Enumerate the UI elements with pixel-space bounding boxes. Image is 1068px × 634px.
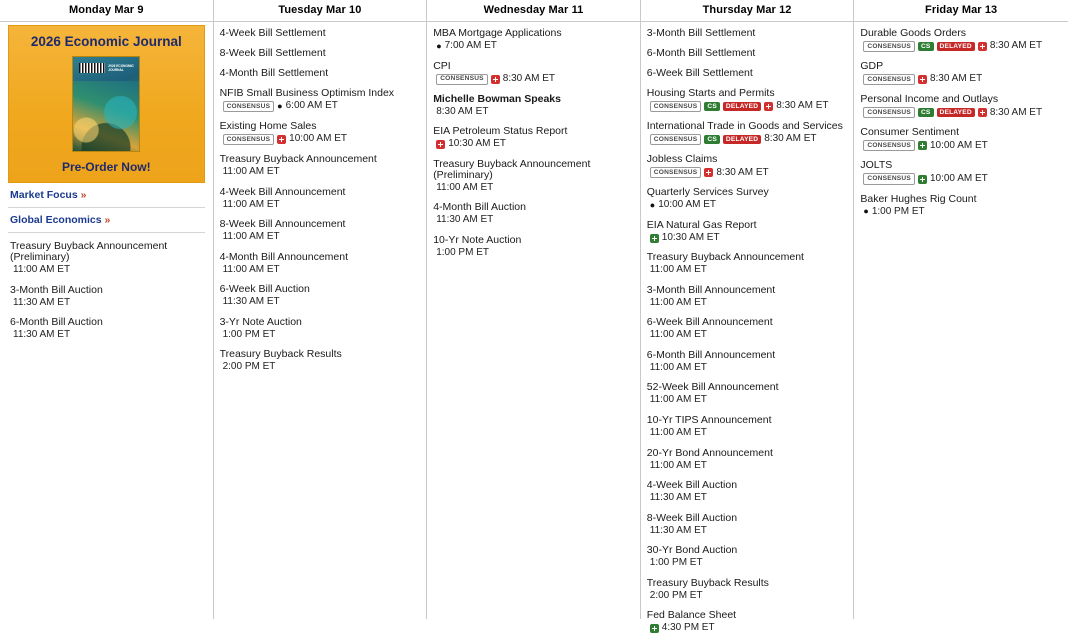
calendar-event <box>433 126 634 150</box>
chevron-right-icon: » <box>80 189 87 201</box>
calendar-event <box>860 28 1062 52</box>
event-time: 8:30 AM ET <box>989 106 1043 118</box>
event-time: 10:30 AM ET <box>448 138 506 150</box>
event-meta <box>433 107 634 118</box>
event-title[interactable]: 6-Month Bill Settlement <box>646 47 756 60</box>
tag-cs: CS <box>704 102 720 111</box>
event-title[interactable]: 6-Month Bill Announcement <box>646 348 776 361</box>
calendar-event <box>647 88 848 112</box>
day-column <box>0 0 214 619</box>
bullet-icon: ● <box>649 200 656 211</box>
event-title[interactable]: Baker Hughes Rig Count <box>860 192 977 205</box>
calendar-event <box>220 187 421 211</box>
alert-icon <box>764 102 773 111</box>
section-link[interactable] <box>6 208 207 226</box>
calendar-event <box>647 154 848 178</box>
event-time: 11:30 AM ET <box>436 214 494 226</box>
event-title[interactable]: 4-Month Bill Settlement <box>219 67 329 80</box>
event-title[interactable]: Durable Goods Orders <box>860 27 967 39</box>
promo-banner[interactable] <box>8 25 205 183</box>
calendar-event <box>10 317 203 341</box>
day-body <box>854 22 1068 217</box>
event-meta <box>647 363 848 374</box>
event-title[interactable]: Treasury Buyback Results <box>646 576 769 589</box>
tag-consensus: CONSENSUS <box>863 173 915 184</box>
tag-delayed: DELAYED <box>937 42 975 51</box>
tag-consensus: CONSENSUS <box>436 74 488 85</box>
calendar-event <box>647 187 848 211</box>
event-title[interactable]: 10-Yr Note Auction <box>433 233 522 246</box>
event-meta <box>647 591 848 602</box>
event-title[interactable]: 52-Week Bill Announcement <box>646 381 779 394</box>
event-time: 1:00 PM ET <box>436 246 489 258</box>
chart-icon <box>918 141 927 150</box>
event-time: 11:30 AM ET <box>649 524 707 536</box>
event-title[interactable]: 6-Week Bill Announcement <box>646 316 773 329</box>
tag-delayed: DELAYED <box>937 108 975 117</box>
bullet-icon: ● <box>436 40 442 51</box>
calendar-event <box>647 350 848 374</box>
event-title[interactable]: International Trade in Goods and Services <box>646 120 843 133</box>
event-title[interactable]: MBA Mortgage Applications <box>433 27 562 39</box>
event-title[interactable]: 3-Month Bill Announcement <box>646 283 776 296</box>
calendar-event <box>647 48 848 59</box>
calendar-event <box>647 448 848 472</box>
preorder-link[interactable]: Pre-Order Now! <box>61 160 151 174</box>
tag-cs: CS <box>918 42 934 51</box>
calendar-event <box>220 349 421 373</box>
event-title[interactable]: NFIB Small Business Optimism Index <box>219 87 395 100</box>
event-time: 11:30 AM ET <box>13 296 71 308</box>
calendar-event <box>647 610 848 634</box>
calendar-event <box>647 382 848 406</box>
calendar-event <box>647 252 848 276</box>
chart-icon <box>650 234 659 243</box>
tag-delayed: DELAYED <box>723 135 761 144</box>
bullet-icon: ● <box>277 101 283 112</box>
event-title[interactable]: Quarterly Services Survey <box>646 186 769 199</box>
tag-consensus: CONSENSUS <box>650 134 702 145</box>
event-title[interactable]: 8-Week Bill Auction <box>646 511 738 524</box>
event-title[interactable]: Michelle Bowman Speaks <box>433 92 561 105</box>
calendar-event <box>220 48 421 59</box>
event-meta <box>647 428 848 439</box>
calendar-event <box>433 235 634 259</box>
event-time: 11:00 AM ET <box>222 263 280 275</box>
event-title[interactable]: Fed Balance Sheet <box>646 609 737 622</box>
event-title[interactable]: 6-Month Bill Auction <box>10 316 103 329</box>
event-meta <box>220 200 421 211</box>
day-column <box>427 0 641 619</box>
calendar-event <box>647 317 848 341</box>
event-time: 11:00 AM ET <box>649 296 707 308</box>
event-title[interactable]: 8-Week Bill Announcement <box>219 218 346 231</box>
event-time: 6:00 AM ET <box>285 100 338 112</box>
calendar-event <box>647 28 848 39</box>
event-meta <box>860 107 1062 118</box>
event-title[interactable]: JOLTS <box>860 159 893 172</box>
event-time: 10:00 AM ET <box>289 133 347 145</box>
calendar-event <box>10 285 203 309</box>
event-list <box>6 233 207 341</box>
alert-icon <box>704 168 713 177</box>
alert-icon <box>491 75 500 84</box>
event-meta <box>220 232 421 243</box>
event-title[interactable]: 4-Week Bill Auction <box>646 479 738 492</box>
event-title[interactable]: 6-Week Bill Auction <box>219 283 310 296</box>
calendar-event <box>647 121 848 145</box>
event-time: 11:30 AM ET <box>13 329 71 341</box>
event-time: 8:30 AM ET <box>989 40 1043 52</box>
event-time: 10:00 AM ET <box>929 172 988 184</box>
event-time: 4:30 PM ET <box>661 622 715 634</box>
event-title[interactable]: Treasury Buyback Announcement (Preliminary) <box>433 157 591 181</box>
tag-consensus: CONSENSUS <box>650 167 702 178</box>
tag-consensus: CONSENSUS <box>223 134 275 145</box>
day-column <box>214 0 428 619</box>
calendar-event <box>433 202 634 226</box>
event-meta <box>647 265 848 276</box>
tag-cs: CS <box>918 108 934 117</box>
day-header: Friday Mar 13 <box>854 0 1068 22</box>
calendar-event <box>860 127 1062 151</box>
event-meta <box>220 362 421 373</box>
calendar-event <box>220 28 421 39</box>
event-meta <box>647 134 848 145</box>
day-body <box>214 22 427 373</box>
event-title[interactable]: 10-Yr TIPS Announcement <box>646 413 772 426</box>
section-link-label[interactable]: Market Focus <box>10 189 78 201</box>
event-meta <box>433 183 634 194</box>
event-title[interactable]: EIA Natural Gas Report <box>646 218 757 231</box>
calendar-event <box>647 415 848 439</box>
tag-consensus: CONSENSUS <box>863 74 915 85</box>
event-meta <box>647 101 848 112</box>
event-title[interactable]: 8-Week Bill Settlement <box>219 47 326 60</box>
tag-consensus: CONSENSUS <box>650 101 702 112</box>
day-body <box>641 22 854 634</box>
alert-icon <box>978 108 987 117</box>
tag-delayed: DELAYED <box>723 102 761 111</box>
event-title[interactable]: Treasury Buyback Announcement <box>219 153 377 166</box>
journal-cover-image <box>72 56 140 152</box>
alert-icon <box>277 135 286 144</box>
tag-consensus: CONSENSUS <box>223 101 275 112</box>
event-time: 11:00 AM ET <box>649 329 707 341</box>
day-header: Tuesday Mar 10 <box>214 0 427 22</box>
calendar-event <box>220 121 421 145</box>
event-title[interactable]: EIA Petroleum Status Report <box>433 125 568 138</box>
event-list <box>860 28 1062 217</box>
event-meta <box>860 207 1062 218</box>
event-title[interactable]: 30-Yr Bond Auction <box>646 544 738 557</box>
event-time: 1:00 PM ET <box>222 328 276 340</box>
calendar-event <box>220 284 421 308</box>
event-title[interactable]: 4-Month Bill Announcement <box>219 250 349 263</box>
day-header: Thursday Mar 12 <box>641 0 854 22</box>
event-meta <box>433 248 634 259</box>
event-time: 8:30 AM ET <box>502 72 556 84</box>
chart-icon <box>918 175 927 184</box>
event-list <box>433 28 634 258</box>
alert-icon <box>918 75 927 84</box>
event-time: 11:00 AM ET <box>13 264 71 276</box>
day-column <box>641 0 855 634</box>
calendar-event <box>860 160 1062 184</box>
event-meta <box>220 101 421 112</box>
calendar-event <box>647 513 848 537</box>
event-time: 1:00 PM ET <box>871 205 925 217</box>
calendar-event <box>647 545 848 569</box>
event-time: 11:00 AM ET <box>222 198 280 210</box>
event-time: 1:00 PM ET <box>649 557 703 569</box>
event-meta <box>647 623 848 634</box>
event-meta <box>10 298 203 309</box>
calendar-event <box>647 578 848 602</box>
calendar-event <box>433 159 634 194</box>
event-meta <box>220 330 421 341</box>
event-meta <box>647 167 848 178</box>
cover-label: 2026 ECONOMIC JOURNAL <box>108 64 134 72</box>
event-meta <box>647 493 848 504</box>
event-time: 11:00 AM ET <box>222 166 280 178</box>
event-title[interactable]: 4-Month Bill Auction <box>433 201 526 214</box>
calendar-event <box>647 68 848 79</box>
barcode-icon <box>79 63 105 73</box>
event-meta <box>860 173 1062 184</box>
event-time: 8:30 AM ET <box>929 73 983 85</box>
calendar-event <box>647 220 848 244</box>
bullet-icon: ● <box>863 206 869 217</box>
calendar-event <box>860 194 1062 218</box>
event-title[interactable]: 4-Week Bill Announcement <box>219 185 346 198</box>
promo-title: 2026 Economic Journal <box>30 34 182 49</box>
event-time: 11:30 AM ET <box>222 296 280 308</box>
tag-cs: CS <box>704 135 720 144</box>
event-title[interactable]: 3-Month Bill Settlement <box>646 27 756 39</box>
event-title[interactable]: 3-Yr Note Auction <box>219 315 302 328</box>
event-meta <box>647 298 848 309</box>
event-meta <box>860 74 1062 85</box>
day-body <box>427 22 640 258</box>
event-title[interactable]: 20-Yr Bond Announcement <box>646 446 773 459</box>
calendar-event <box>647 285 848 309</box>
event-title[interactable]: Personal Income and Outlays <box>860 93 999 106</box>
calendar-event <box>220 88 421 112</box>
event-title[interactable]: Existing Home Sales <box>219 120 317 133</box>
alert-icon <box>436 140 445 149</box>
event-time: 11:30 AM ET <box>649 492 707 504</box>
tag-consensus: CONSENSUS <box>863 41 915 52</box>
event-list <box>220 28 421 373</box>
event-meta <box>433 139 634 150</box>
chart-icon <box>650 624 659 633</box>
event-meta <box>10 330 203 341</box>
calendar-event <box>220 68 421 79</box>
event-list <box>647 28 848 634</box>
event-meta <box>647 461 848 472</box>
calendar-event <box>647 480 848 504</box>
section-link-label[interactable]: Global Economics <box>10 214 102 226</box>
event-time: 10:30 AM ET <box>661 231 720 243</box>
tag-consensus: CONSENSUS <box>863 107 915 118</box>
calendar-event <box>220 219 421 243</box>
event-meta <box>647 558 848 569</box>
event-meta <box>647 395 848 406</box>
event-title[interactable]: Treasury Buyback Announcement (Preliminary) <box>10 240 168 264</box>
event-time: 11:00 AM ET <box>649 264 707 276</box>
cover-artwork <box>73 81 139 151</box>
event-time: 8:30 AM ET <box>716 166 769 178</box>
event-meta <box>860 140 1062 151</box>
calendar-event <box>860 61 1062 85</box>
event-meta <box>10 265 203 276</box>
event-time: 2:00 PM ET <box>222 361 276 373</box>
event-time: 2:00 PM ET <box>649 589 703 601</box>
alert-icon <box>978 42 987 51</box>
event-title[interactable]: Housing Starts and Permits <box>646 87 775 100</box>
event-time: 8:30 AM ET <box>764 133 817 145</box>
event-meta <box>647 233 848 244</box>
event-time: 11:00 AM ET <box>222 231 280 243</box>
calendar-event <box>433 94 634 118</box>
event-time: 8:30 AM ET <box>436 105 489 117</box>
tag-consensus: CONSENSUS <box>863 140 915 151</box>
event-meta <box>433 215 634 226</box>
event-time: 11:00 AM ET <box>436 181 494 193</box>
calendar-event <box>433 61 634 85</box>
event-time: 11:00 AM ET <box>649 361 707 373</box>
event-time: 11:00 AM ET <box>649 427 707 438</box>
event-meta <box>647 330 848 341</box>
event-meta <box>433 74 634 85</box>
event-title[interactable]: Jobless Claims <box>646 153 718 166</box>
calendar-event <box>433 28 634 52</box>
event-meta <box>647 200 848 211</box>
event-meta <box>220 297 421 308</box>
event-meta <box>860 41 1062 52</box>
event-meta <box>220 265 421 276</box>
day-header: Wednesday Mar 11 <box>427 0 640 22</box>
event-time: 10:00 AM ET <box>929 139 988 151</box>
event-time: 11:00 AM ET <box>649 394 707 406</box>
day-header: Monday Mar 9 <box>0 0 213 22</box>
event-time: 7:00 AM ET <box>444 40 497 52</box>
event-title[interactable]: 3-Month Bill Auction <box>10 283 103 296</box>
event-title[interactable]: 6-Week Bill Settlement <box>646 67 753 80</box>
event-title[interactable]: GDP <box>860 60 884 73</box>
event-meta <box>220 167 421 178</box>
event-title[interactable]: Treasury Buyback Announcement <box>646 251 804 264</box>
calendar-event <box>220 317 421 341</box>
event-time: 11:00 AM ET <box>649 459 707 471</box>
event-title[interactable]: CPI <box>433 59 451 72</box>
event-title[interactable]: Treasury Buyback Results <box>219 348 342 361</box>
event-meta <box>647 526 848 537</box>
chevron-right-icon: » <box>104 214 111 226</box>
event-time: 10:00 AM ET <box>658 199 717 211</box>
event-title[interactable]: 4-Week Bill Settlement <box>219 27 326 39</box>
day-body <box>0 25 213 341</box>
calendar-event <box>220 252 421 276</box>
section-link[interactable] <box>6 183 207 201</box>
calendar-event <box>220 154 421 178</box>
day-column <box>854 0 1068 619</box>
event-meta <box>220 134 421 145</box>
event-time: 8:30 AM ET <box>776 100 829 112</box>
calendar-event <box>860 94 1062 118</box>
calendar-event <box>10 241 203 276</box>
event-title[interactable]: Consumer Sentiment <box>860 126 960 139</box>
event-meta <box>433 41 634 52</box>
